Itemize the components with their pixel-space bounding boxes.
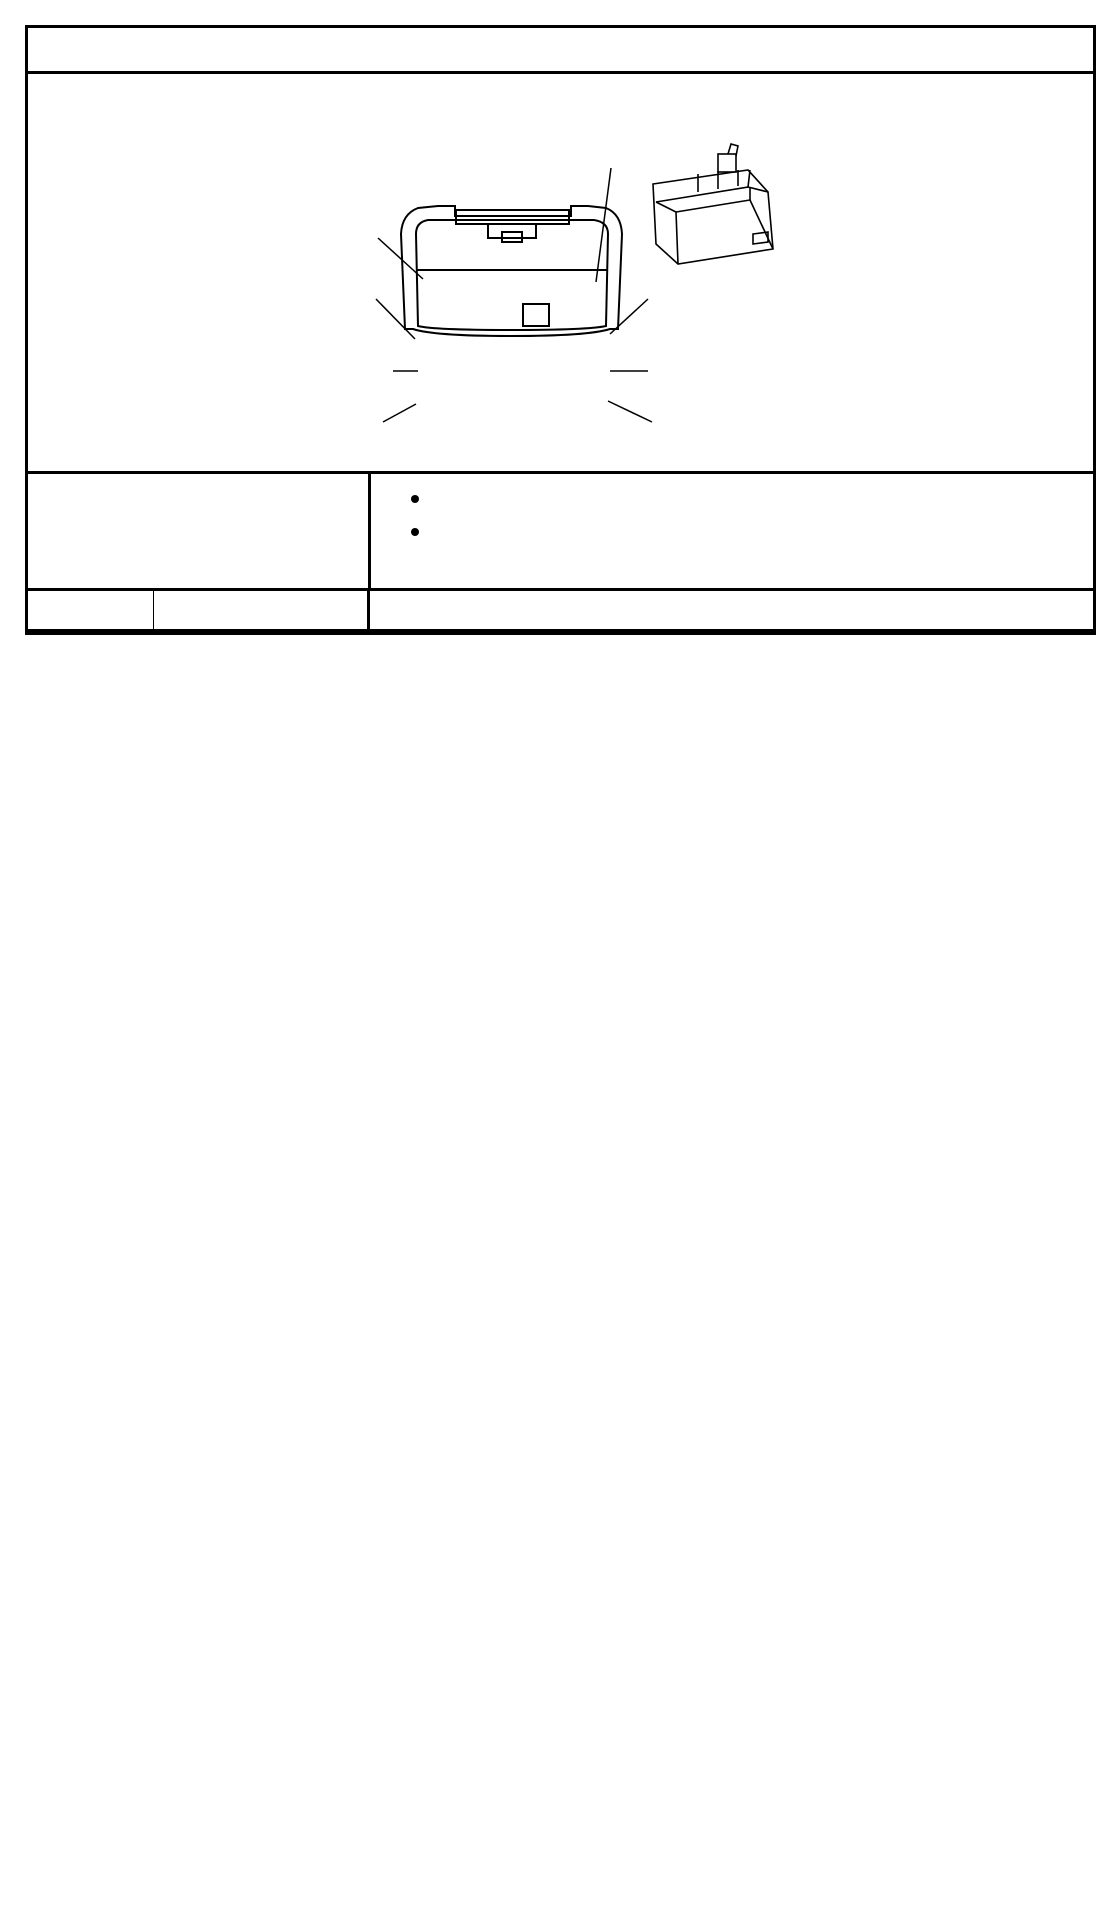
column-header-wire-color bbox=[153, 591, 368, 631]
connector-document bbox=[25, 25, 1096, 635]
connector-part-info bbox=[28, 474, 1093, 591]
part-info-item bbox=[411, 482, 1093, 515]
connector-figure bbox=[28, 74, 1093, 474]
connector-face-inner bbox=[416, 220, 608, 330]
part-info-list bbox=[371, 474, 1093, 588]
part-info-label bbox=[28, 474, 371, 588]
connector-isometric-icon bbox=[653, 144, 773, 264]
table-header-row bbox=[28, 591, 1093, 631]
page-title bbox=[28, 28, 1093, 74]
bullet-icon bbox=[411, 495, 419, 503]
bullet-icon bbox=[411, 528, 419, 536]
column-header-pin bbox=[28, 591, 153, 631]
part-info-item bbox=[411, 515, 1093, 548]
pinout-table bbox=[28, 591, 1093, 632]
key-slot bbox=[523, 304, 549, 326]
connector-diagram bbox=[28, 74, 1093, 471]
column-header-function bbox=[368, 591, 1093, 631]
